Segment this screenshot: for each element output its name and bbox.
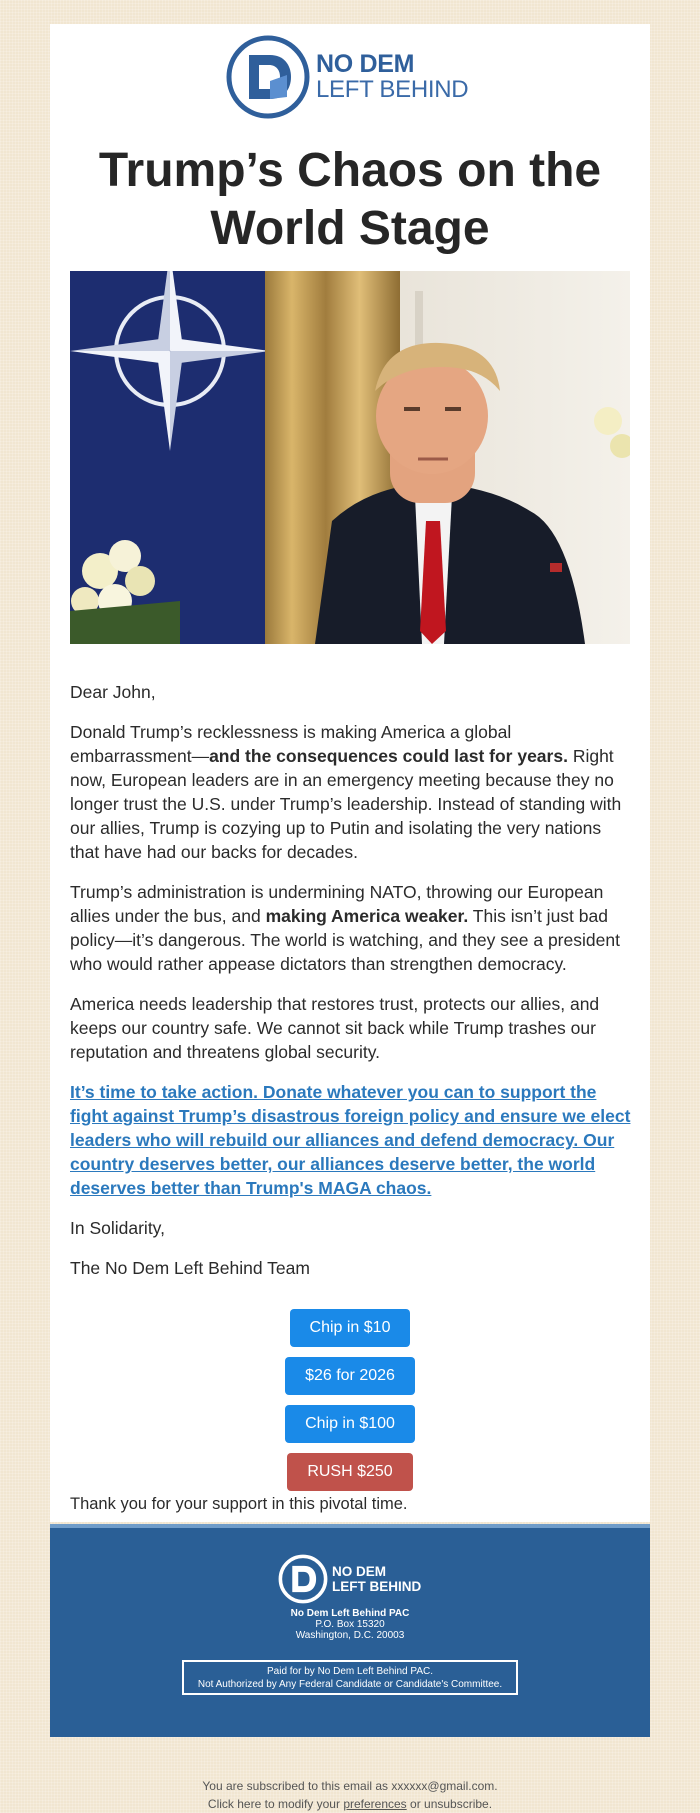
footer: [50, 1524, 650, 1737]
paragraph-2: Trump’s administration is undermining NATO, throwing our European allies under the bus, and making America weaker. This isn’t just bad policy—it’s dangerous. The world is watching, and they see a president who would rather appease dictators than strengthen democracy.: [70, 882, 620, 974]
footer-address: [50, 1608, 650, 1641]
donate-cta-link[interactable]: It’s time to take action. Donate whatever you can to support the fight against Trump’s disastrous foreign policy and ensure we elect leaders who will rebuild our alliances and defend democracy. Our country deserves better, our alliances deserve better, the world deserves better than Trump's MAGA chaos.: [70, 1082, 631, 1198]
hero-image[interactable]: [70, 271, 630, 644]
paragraph-1: Donald Trump’s recklessness is making America a global embarrassment—and the consequences could last for years. Right now, European leaders are in an emergency meeting because they no longer trust the U.S. under Trump’s leadership. Instead of standing with our allies, Trump is cozying up to Putin and isolating the very nations that have had our backs for decades.: [70, 722, 622, 862]
chip-in-10-button[interactable]: Chip in $10: [290, 1309, 410, 1347]
d-logo-icon-footer: [278, 1554, 328, 1604]
donate-26-button[interactable]: $26 for 2026: [285, 1357, 415, 1395]
footer-logo[interactable]: [278, 1554, 421, 1604]
subscription-notice: [0, 1777, 700, 1813]
cta-paragraph: [70, 1080, 635, 1200]
po-box: P.O. Box 15320: [315, 1619, 385, 1630]
headline: Trump’s Chaos on the World Stage: [98, 144, 602, 255]
thank-you-text: Thank you for your support in this pivotal time.: [70, 1495, 408, 1513]
brand-line-1: NO DEM: [316, 50, 415, 78]
paid-for-disclaimer: Paid for by No Dem Left Behind PAC. Not Authorized by Any Federal Candidate or Candidate's Committee.: [182, 1660, 518, 1695]
paragraph-3: America needs leadership that restores trust, protects our allies, and keeps our country safe. We cannot sit back while Trump trashes our reputation and threatens global security.: [70, 994, 600, 1062]
greeting: Dear John,: [70, 682, 156, 702]
preferences-line: Click here to modify your preferences or unsubscribe.: [207, 1797, 493, 1811]
brand-wordmark: [316, 52, 468, 102]
rush-250-button[interactable]: RUSH $250: [287, 1453, 413, 1491]
subscribed-email-line: You are subscribed to this email as xxxxxx@gmail.com.: [202, 1779, 498, 1793]
org-name: No Dem Left Behind PAC: [290, 1608, 410, 1619]
d-logo-icon: [226, 35, 310, 119]
email-card: [50, 24, 650, 1522]
signoff: In Solidarity,: [70, 1218, 165, 1238]
brand-logo[interactable]: [226, 34, 476, 120]
letter-body: [70, 680, 635, 1296]
brand-line-2: LEFT BEHIND: [316, 76, 469, 103]
city-line: Washington, D.C. 20003: [295, 1630, 405, 1641]
chip-in-100-button[interactable]: Chip in $100: [285, 1405, 415, 1443]
footer-wordmark: NO DEM LEFT BEHIND: [332, 1564, 422, 1594]
signature: The No Dem Left Behind Team: [70, 1258, 310, 1278]
preferences-link[interactable]: preferences: [343, 1797, 407, 1811]
